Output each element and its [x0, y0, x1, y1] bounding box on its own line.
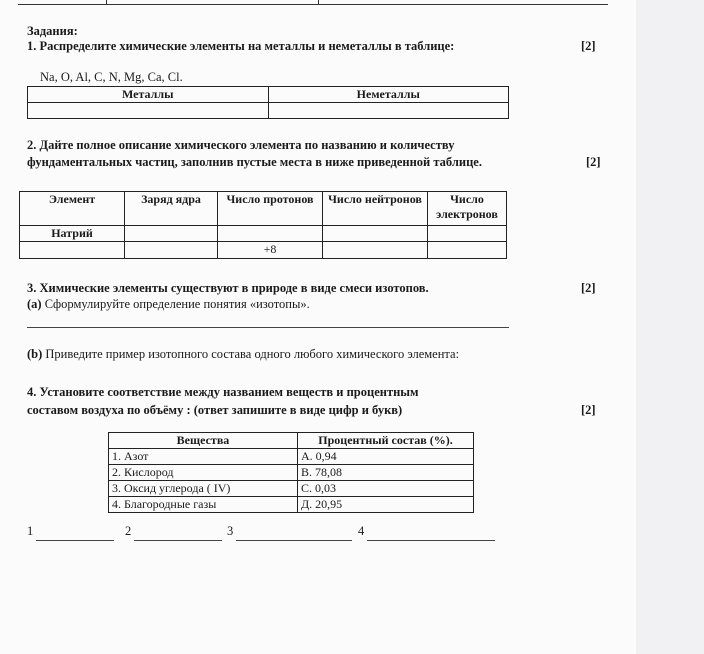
table-cell: 4. Благородные газы	[109, 497, 298, 513]
table-cell: В. 78,08	[298, 465, 474, 481]
table-cell[interactable]	[125, 226, 218, 242]
task3-b-label: (b)	[27, 347, 43, 361]
table-header: Вещества	[109, 433, 298, 449]
table-cell: +8	[218, 242, 323, 259]
answer-number: 1	[27, 524, 34, 538]
table-header: Число протонов	[218, 192, 323, 226]
side-panel	[636, 0, 704, 654]
table-header: Число нейтронов	[323, 192, 428, 226]
table-cell: 2. Кислород	[109, 465, 298, 481]
table-cell[interactable]	[268, 103, 509, 119]
task1-table	[27, 86, 509, 119]
answer-line[interactable]	[27, 327, 509, 328]
task4-line1: 4. Установите соответствие между названием веществ и процентным	[27, 385, 419, 399]
task1-elements: Na, O, Al, C, N, Mg, Ca, Cl.	[40, 70, 183, 84]
table-cell[interactable]	[125, 242, 218, 259]
top-border-tick	[106, 0, 107, 4]
table-cell[interactable]	[428, 242, 507, 259]
table-cell[interactable]	[20, 242, 125, 259]
answer-number: 4	[358, 524, 365, 538]
task3-mark: [2]	[581, 281, 596, 295]
table-cell: 3. Оксид углерода ( IV)	[109, 481, 298, 497]
table-header: Число электронов	[428, 192, 507, 226]
table-cell[interactable]	[428, 226, 507, 242]
task2-table	[19, 191, 507, 259]
table-cell: Натрий	[20, 226, 125, 242]
table-header: Неметаллы	[268, 87, 509, 103]
top-border-tick	[318, 0, 319, 4]
table-header: Элемент	[20, 192, 125, 226]
table-cell[interactable]	[323, 242, 428, 259]
table-cell[interactable]	[218, 226, 323, 242]
task3-b-text: Приведите пример изотопного состава одного любого химического элемента:	[45, 347, 460, 361]
answer-line[interactable]	[36, 540, 114, 541]
answer-number: 2	[125, 524, 132, 538]
table-cell: 1. Азот	[109, 449, 298, 465]
table-header: Заряд ядра	[125, 192, 218, 226]
heading: Задания:	[27, 24, 78, 38]
task2-line1: 2. Дайте полное описание химического элемента по названию и количеству	[27, 138, 455, 152]
task1-text: 1. Распределите химические элементы на металлы и неметаллы в таблице:	[27, 39, 455, 53]
task4-table	[108, 432, 474, 513]
top-border	[18, 0, 608, 5]
task2-line2: фундаментальных частиц, заполнив пустые места в ниже приведенной таблице.	[27, 155, 482, 169]
task3-a-label: (a)	[27, 297, 42, 311]
table-cell: С. 0,03	[298, 481, 474, 497]
task1-mark: [2]	[581, 39, 596, 53]
table-cell[interactable]	[28, 103, 269, 119]
task3-a-text: Сформулируйте определение понятия «изотопы».	[44, 297, 310, 311]
table-header: Металлы	[28, 87, 269, 103]
table-cell: А. 0,94	[298, 449, 474, 465]
answer-line[interactable]	[134, 540, 222, 541]
table-header: Процентный состав (%).	[298, 433, 474, 449]
task3-text: 3. Химические элементы существуют в природе в виде смеси изотопов.	[27, 281, 429, 295]
answer-number: 3	[227, 524, 234, 538]
table-cell[interactable]	[323, 226, 428, 242]
answer-line[interactable]	[236, 540, 352, 541]
task4-mark: [2]	[581, 403, 596, 417]
task4-line2: составом воздуха по объёму : (ответ запишите в виде цифр и букв)	[27, 403, 403, 417]
table-cell: Д. 20,95	[298, 497, 474, 513]
task2-mark: [2]	[586, 155, 601, 169]
answer-line[interactable]	[367, 540, 495, 541]
